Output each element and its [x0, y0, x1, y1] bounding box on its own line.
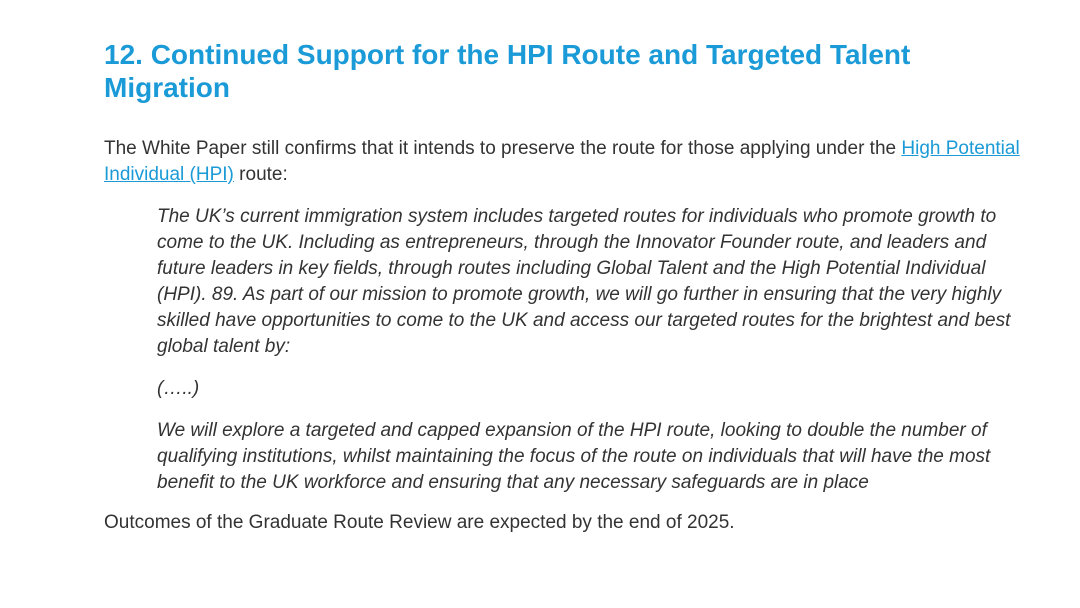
hpi-route-link[interactable]: High Potential Individual (HPI)	[104, 138, 1020, 185]
intro-text-before: The White Paper still confirms that it intends to preserve the route for those applying under the	[104, 138, 902, 159]
quote-paragraph-1: The UK’s current immigration system includes targeted routes for individuals who promote growth to come to the UK. Including as entrepreneurs, through the Innovator Founder route, and leaders and future leaders in key fields, through routes including Global Talent and the High Potential Individual (HPI). 89. As part of our mission to promote growth, we will go further in ensuring that the very highly skilled have opportunities to come to the UK and access our targeted routes for the brightest and best global talent by:	[157, 206, 1011, 357]
quote-ellipsis: (…..)	[157, 378, 200, 399]
quote-paragraph-2: We will explore a targeted and capped expansion of the HPI route, looking to double the number of qualifying institutions, whilst maintaining the focus of the route on individuals that will have the most benefit to the UK workforce and ensuring that any necessary safeguards are in place	[157, 420, 991, 493]
intro-paragraph	[104, 136, 1024, 188]
section-heading: 12. Continued Support for the HPI Route and Targeted Talent Migration	[104, 39, 911, 103]
article-section	[104, 38, 1024, 536]
intro-text-after: route:	[233, 164, 288, 185]
outro-paragraph: Outcomes of the Graduate Route Review are expected by the end of 2025.	[104, 512, 735, 533]
white-paper-quote	[157, 204, 1017, 496]
